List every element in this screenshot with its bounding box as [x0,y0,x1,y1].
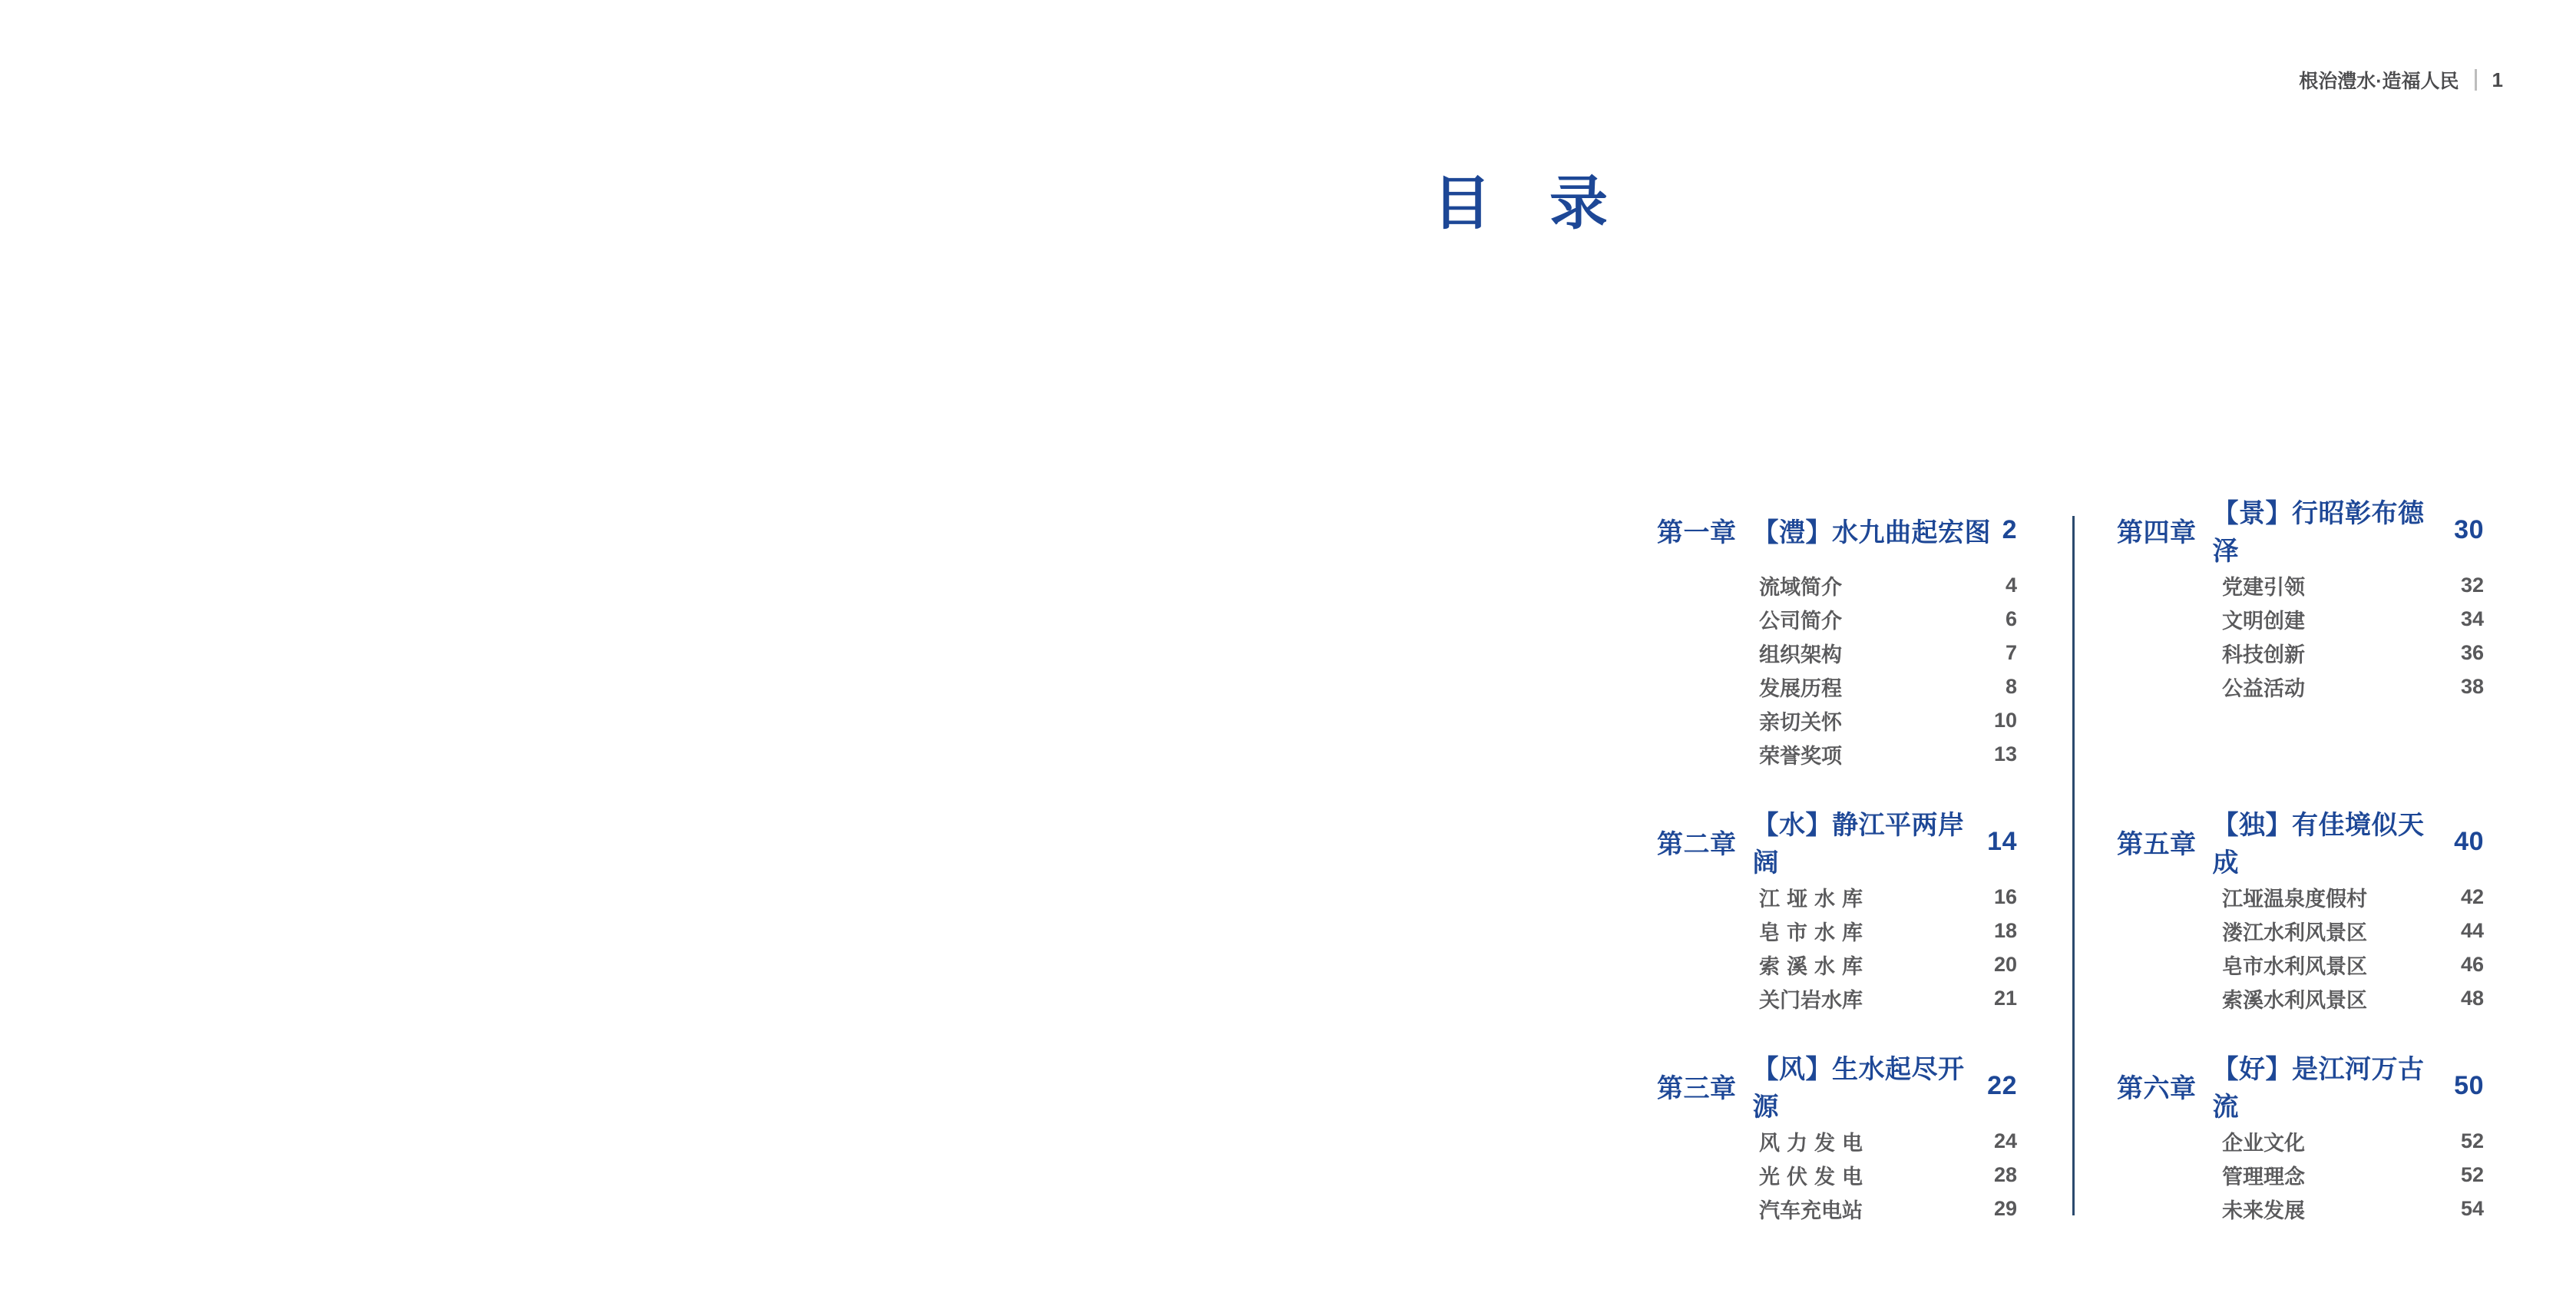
chapter-number-label: 第二章 [1657,829,1737,859]
chapter-heading [2117,499,2484,566]
chapter-page-number: 2 [2002,514,2017,544]
toc-column-left [1657,514,2017,1251]
chapter-number-label: 第四章 [2117,517,2197,547]
header-separator-line [2475,69,2477,91]
entry-page-number: 42 [2460,884,2484,908]
toc-entry [2117,1158,2484,1192]
toc-entry [1657,636,2017,670]
toc-entry [2117,568,2484,602]
chapter-heading [1657,1055,2017,1122]
entry-page-number: 28 [1993,1162,2017,1186]
entry-label: 亲切关怀 [1759,710,1842,734]
toc-entry [1657,1124,2017,1158]
toc-entry [2117,636,2484,670]
entry-label: 公益活动 [2222,676,2305,700]
entry-label: 关门岩水库 [1759,988,1863,1012]
chapter-title: 【风】生水起尽开源 [1752,1055,1965,1122]
toc-chapter [2117,499,2484,703]
chapter-entry-list [2117,1124,2484,1225]
toc-entry [2117,880,2484,914]
entry-label: 文明创建 [2222,609,2305,633]
toc-chapter [1657,811,2017,1015]
entry-page-number: 20 [1993,952,2017,976]
toc-entry [1657,880,2017,914]
chapter-entry-list [2117,880,2484,1015]
toc-entry [2117,602,2484,636]
entry-label: 风力发电 [1759,1131,1863,1155]
chapter-heading [2117,1055,2484,1122]
entry-page-number: 13 [1993,742,2017,765]
chapter-entry-list [2117,568,2484,703]
entry-page-number: 8 [2005,674,2017,698]
chapter-number-label: 第三章 [1657,1073,1737,1103]
toc-entry [1657,602,2017,636]
chapter-page-number: 22 [1987,1070,2017,1100]
entry-label: 党建引领 [2222,575,2305,599]
entry-page-number: 7 [2005,640,2017,664]
chapter-number-label: 第一章 [1657,517,1737,547]
toc-entry [2117,1124,2484,1158]
toc-chapter [2117,1055,2484,1225]
chapter-page-number: 50 [2454,1070,2484,1100]
toc-entry [1657,737,2017,771]
toc-entry [1657,914,2017,947]
toc-column-right [2117,499,2484,1251]
entry-label: 江垭水库 [1759,887,1863,911]
entry-page-number: 24 [1993,1129,2017,1152]
chapter-heading [1657,514,2017,545]
page-title: 目 录 [1433,171,1608,236]
toc-entry [1657,1192,2017,1225]
chapter-entry-list [1657,880,2017,1015]
chapter-heading [2117,811,2484,878]
chapter-title: 【景】行昭彰布德泽 [2212,499,2425,566]
chapter-page-number: 30 [2454,514,2484,544]
toc-entry [1657,981,2017,1015]
entry-label: 企业文化 [2222,1131,2305,1155]
entry-label: 江垭温泉度假村 [2222,887,2367,911]
toc-entry [1657,670,2017,703]
toc-chapter [1657,1055,2017,1225]
chapter-entry-list [1657,1124,2017,1225]
entry-page-number: 46 [2460,952,2484,976]
entry-page-number: 10 [1993,708,2017,732]
entry-label: 索溪水利风景区 [2222,988,2367,1012]
toc-entry [2117,981,2484,1015]
entry-label: 管理理念 [2222,1165,2305,1189]
chapter-entry-list [1657,568,2017,771]
entry-label: 未来发展 [2222,1199,2305,1222]
entry-page-number: 4 [2005,573,2017,597]
chapter-number-label: 第六章 [2117,1073,2197,1103]
entry-page-number: 48 [2460,986,2484,1010]
toc-entry [1657,1158,2017,1192]
entry-page-number: 16 [1993,884,2017,908]
chapter-title: 【独】有佳境似天成 [2212,811,2425,878]
toc-entry [2117,914,2484,947]
entry-label: 汽车充电站 [1759,1199,1863,1222]
entry-label: 皂市水库 [1759,921,1863,944]
entry-page-number: 32 [2460,573,2484,597]
chapter-title: 【好】是江河万古流 [2212,1055,2425,1122]
entry-page-number: 18 [1993,918,2017,942]
entry-label: 组织架构 [1759,643,1842,666]
entry-page-number: 34 [2460,607,2484,630]
chapter-page-number: 40 [2454,826,2484,856]
header-page-number: 1 [2492,68,2503,91]
toc-chapter [2117,811,2484,1015]
entry-page-number: 38 [2460,674,2484,698]
entry-label: 索溪水库 [1759,954,1863,978]
entry-label: 光伏发电 [1759,1165,1863,1189]
entry-label: 科技创新 [2222,643,2305,666]
chapter-heading [1657,811,2017,878]
entry-page-number: 21 [1993,986,2017,1010]
entry-label: 荣誉奖项 [1759,744,1842,768]
entry-page-number: 29 [1993,1196,2017,1220]
entry-label: 发展历程 [1759,676,1842,700]
entry-page-number: 54 [2460,1196,2484,1220]
toc-entry [2117,947,2484,981]
chapter-title: 【澧】水九曲起宏图 [1752,517,1991,547]
entry-label: 皂市水利风景区 [2222,954,2367,978]
header-slogan: 根治澧水·造福人民 [2299,71,2459,92]
chapter-title: 【水】静江平两岸阔 [1752,811,1965,878]
toc-entry [2117,670,2484,703]
toc-entry [1657,947,2017,981]
toc-entry [2117,1192,2484,1225]
toc-chapter [1657,514,2017,771]
entry-label: 流域简介 [1759,575,1842,599]
chapter-number-label: 第五章 [2117,829,2197,859]
toc-entry [1657,568,2017,602]
chapter-page-number: 14 [1987,826,2017,856]
entry-label: 公司简介 [1759,609,1842,633]
entry-page-number: 44 [2460,918,2484,942]
entry-page-number: 36 [2460,640,2484,664]
entry-page-number: 6 [2005,607,2017,630]
entry-page-number: 52 [2460,1129,2484,1152]
page-header [2299,66,2503,94]
column-divider-line [2072,516,2075,1215]
toc-entry [1657,703,2017,737]
entry-label: 溇江水利风景区 [2222,921,2367,944]
entry-page-number: 52 [2460,1162,2484,1186]
